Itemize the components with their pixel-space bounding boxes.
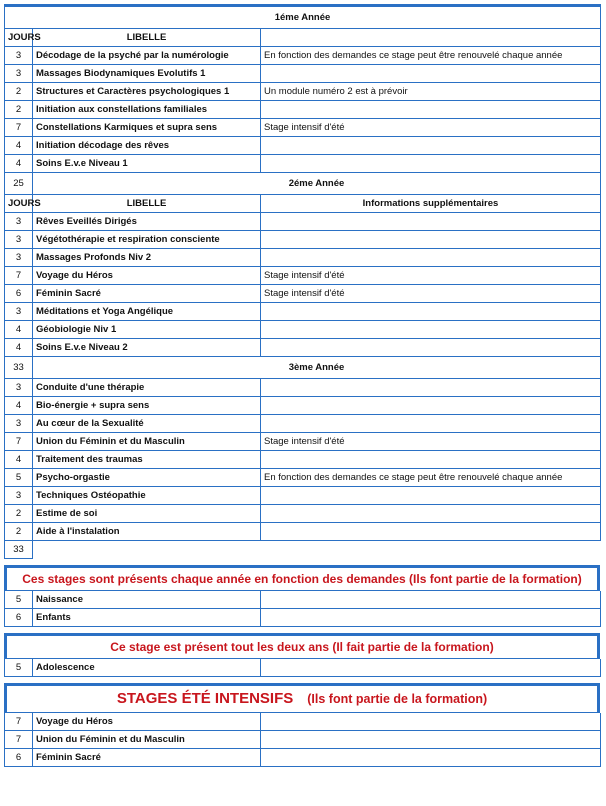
row-info: En fonction des demandes ce stage peut être renouvelé chaque année [261, 47, 601, 65]
table-row [5, 415, 601, 433]
row-info [261, 213, 601, 231]
row-days: 3 [5, 47, 33, 65]
section-block [4, 565, 600, 627]
row-label: Union du Féminin et du Masculin [33, 433, 261, 451]
row-info [261, 155, 601, 173]
table-row [5, 303, 601, 321]
row-label: Féminin Sacré [33, 749, 261, 767]
table-row [5, 397, 601, 415]
section-subtitle: (Ils font partie de la formation) [307, 692, 488, 706]
row-days: 4 [5, 321, 33, 339]
section-table [4, 591, 601, 627]
year-title-row [5, 357, 601, 379]
row-label: Naissance [33, 591, 261, 609]
row-label: Conduite d'une thérapie [33, 379, 261, 397]
row-label: Géobiologie Niv 1 [33, 321, 261, 339]
row-info: En fonction des demandes ce stage peut être renouvelé chaque année [261, 469, 601, 487]
row-days: 6 [5, 749, 33, 767]
row-label: Massages Biodynamiques Evolutifs 1 [33, 65, 261, 83]
table-row [5, 249, 601, 267]
row-days: 2 [5, 505, 33, 523]
row-days: 2 [5, 83, 33, 101]
row-info [261, 505, 601, 523]
row-info [261, 321, 601, 339]
row-info: Stage intensif d'été [261, 119, 601, 137]
table-row [5, 285, 601, 303]
row-info [261, 65, 601, 83]
row-days: 6 [5, 285, 33, 303]
row-info [261, 591, 601, 609]
section-title [4, 633, 600, 659]
year-total-days: 33 [5, 541, 33, 559]
table-row [5, 523, 601, 541]
row-info [261, 339, 601, 357]
column-header-libelle: LIBELLE [33, 29, 261, 47]
row-days: 4 [5, 155, 33, 173]
row-label: Union du Féminin et du Masculin [33, 731, 261, 749]
row-days: 5 [5, 591, 33, 609]
row-info: Stage intensif d'été [261, 433, 601, 451]
table-row [5, 379, 601, 397]
year-title-row [5, 173, 601, 195]
row-label: Initiation décodage des rêves [33, 137, 261, 155]
row-info [261, 249, 601, 267]
row-days: 7 [5, 267, 33, 285]
row-info [261, 397, 601, 415]
row-days: 5 [5, 659, 33, 677]
section-table [4, 713, 601, 767]
years-table [4, 4, 601, 559]
row-info [261, 451, 601, 469]
table-row [5, 231, 601, 249]
row-label: Massages Profonds Niv 2 [33, 249, 261, 267]
year-total-spacer [33, 541, 601, 559]
row-days: 3 [5, 249, 33, 267]
row-days: 3 [5, 487, 33, 505]
table-row [5, 713, 601, 731]
table-row [5, 339, 601, 357]
row-info [261, 659, 601, 677]
column-header-info: Informations supplémentaires [261, 195, 601, 213]
row-label: Voyage du Héros [33, 713, 261, 731]
row-label: Rêves Eveillés Dirigés [33, 213, 261, 231]
row-days: 7 [5, 433, 33, 451]
row-days: 6 [5, 609, 33, 627]
row-info [261, 487, 601, 505]
row-info [261, 713, 601, 731]
row-label: Décodage de la psyché par la numérologie [33, 47, 261, 65]
section-title-text: Ces stages sont présents chaque année en fonction des demandes (Ils font partie de la formation) [22, 572, 582, 586]
column-header-row [5, 195, 601, 213]
row-label: Adolescence [33, 659, 261, 677]
row-days: 4 [5, 397, 33, 415]
row-info [261, 231, 601, 249]
row-label: Traitement des traumas [33, 451, 261, 469]
row-label: Végétothérapie et respiration consciente [33, 231, 261, 249]
table-row [5, 451, 601, 469]
year-title: 2éme Année [33, 173, 601, 195]
table-row [5, 137, 601, 155]
formation-program [4, 4, 600, 767]
table-row [5, 731, 601, 749]
year-total-days: 25 [5, 173, 33, 195]
row-label: Méditations et Yoga Angélique [33, 303, 261, 321]
table-row [5, 155, 601, 173]
row-label: Constellations Karmiques et supra sens [33, 119, 261, 137]
row-days: 4 [5, 339, 33, 357]
row-days: 4 [5, 451, 33, 469]
year-total-row [5, 541, 601, 559]
row-info [261, 731, 601, 749]
year-title: 1éme Année [5, 6, 601, 29]
column-header-jours: JOURS [5, 29, 33, 47]
row-info: Stage intensif d'été [261, 267, 601, 285]
table-row [5, 749, 601, 767]
section-title [4, 565, 600, 591]
row-label: Aide à l'instalation [33, 523, 261, 541]
row-days: 4 [5, 137, 33, 155]
row-info [261, 303, 601, 321]
row-label: Soins E.v.e Niveau 2 [33, 339, 261, 357]
table-row [5, 591, 601, 609]
row-label: Structures et Caractères psychologiques 1 [33, 83, 261, 101]
table-row [5, 47, 601, 65]
column-header-jours: JOURS [5, 195, 33, 213]
section-title-text: STAGES ÉTÉ INTENSIFS [116, 690, 294, 707]
section-block [4, 633, 600, 677]
table-row [5, 609, 601, 627]
year-total-days: 33 [5, 357, 33, 379]
row-days: 3 [5, 213, 33, 231]
table-row [5, 433, 601, 451]
row-label: Psycho-orgastie [33, 469, 261, 487]
section-title-text: Ce stage est présent tout les deux ans (Il fait partie de la formation) [110, 640, 494, 654]
row-days: 3 [5, 231, 33, 249]
row-label: Initiation aux constellations familiales [33, 101, 261, 119]
table-row [5, 505, 601, 523]
column-header-libelle: LIBELLE [33, 195, 261, 213]
row-info: Stage intensif d'été [261, 285, 601, 303]
row-label: Bio-énergie + supra sens [33, 397, 261, 415]
row-label: Techniques Ostéopathie [33, 487, 261, 505]
row-days: 7 [5, 119, 33, 137]
row-days: 5 [5, 469, 33, 487]
row-info [261, 749, 601, 767]
row-days: 7 [5, 713, 33, 731]
years-table-body [5, 6, 601, 559]
table-row [5, 65, 601, 83]
year-title-row [5, 6, 601, 29]
year-title: 3ème Année [33, 357, 601, 379]
row-info [261, 379, 601, 397]
row-days: 2 [5, 101, 33, 119]
row-label: Au cœur de la Sexualité [33, 415, 261, 433]
table-row [5, 213, 601, 231]
row-label: Voyage du Héros [33, 267, 261, 285]
table-row [5, 101, 601, 119]
row-info [261, 523, 601, 541]
row-label: Féminin Sacré [33, 285, 261, 303]
table-row [5, 119, 601, 137]
row-info [261, 101, 601, 119]
row-label: Estime de soi [33, 505, 261, 523]
row-days: 3 [5, 379, 33, 397]
section-title [4, 683, 600, 713]
row-label: Soins E.v.e Niveau 1 [33, 155, 261, 173]
table-row [5, 487, 601, 505]
row-info: Un module numéro 2 est à prévoir [261, 83, 601, 101]
column-header-row [5, 29, 601, 47]
table-row [5, 83, 601, 101]
row-info [261, 415, 601, 433]
column-header-info [261, 29, 601, 47]
section-block [4, 683, 600, 767]
extra-sections [4, 565, 600, 767]
row-days: 2 [5, 523, 33, 541]
table-row [5, 659, 601, 677]
table-row [5, 267, 601, 285]
table-row [5, 321, 601, 339]
row-info [261, 609, 601, 627]
row-days: 7 [5, 731, 33, 749]
row-info [261, 137, 601, 155]
row-days: 3 [5, 303, 33, 321]
table-row [5, 469, 601, 487]
row-days: 3 [5, 415, 33, 433]
row-label: Enfants [33, 609, 261, 627]
section-table [4, 659, 601, 677]
row-days: 3 [5, 65, 33, 83]
